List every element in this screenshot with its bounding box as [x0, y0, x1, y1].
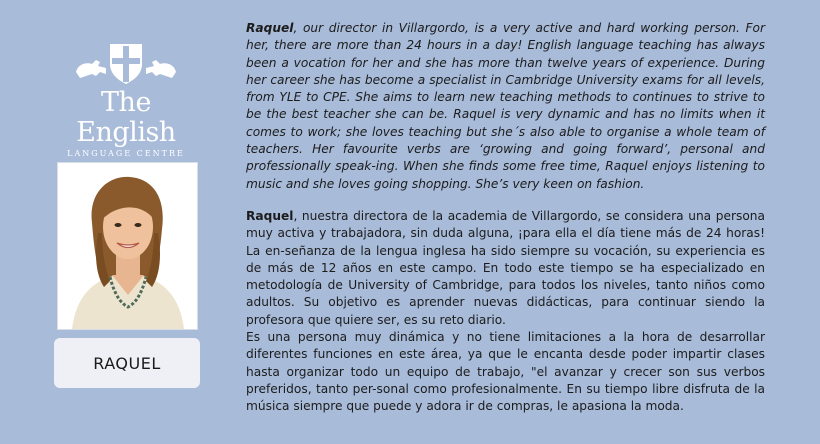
bio-spanish-text-2: Es una persona muy dinámica y no tiene limitaciones a la hora de desarrollar diferentes funciones en este área, ya que le encanta desde poder impartir clases hasta organizar todo un equipo de trabajo, "el avanzar y crecer son sus verbos preferidos, tanto per-sonal como profesionalmente. En su tiempo libre disfruta de la música siempre que puede y adora ir de compras, le apasiona la moda.	[246, 330, 765, 414]
bio-english	[246, 20, 765, 193]
logo-subtitle: LANGUAGE CENTRE	[67, 149, 185, 158]
bio-spanish	[246, 208, 765, 416]
profile-photo	[57, 162, 198, 330]
bio-english-text: , our director in Villargordo, is a very active and hard working person. For her, there are more than 24 hours in a day! English language teaching has always been a vocation for her and she has more than twelve years of experience. During her career she has become a specialist in Cambridge University exams for all levels, from YLE to CPE. She aims to learn new teaching methods to continues to strive to be the best teacher she can be. Raquel is very dynamic and has no limits when it comes to work; she loves teaching but she´s also able to organise a whole team of teachers. Her favourite verbs are ‘growing and going forward’, personal and professionally speak-ing. When she finds some free time, Raquel enjoys listening to music and she loves going shopping. She’s very keen on fashion.	[246, 21, 765, 191]
bio-english-name: Raquel	[246, 21, 294, 35]
crest-icon	[66, 38, 186, 86]
bio-spanish-text: , nuestra directora de la academia de Villargordo, se considera una persona muy activa y trabajadora, sin duda alguna, ¡para ella el día tiene más de 24 horas! La en-señanza de la lengua inglesa ha sido siempre su vocación, su experiencia es de más de 12 años en este campo. En todo este tiempo se ha especializado en metodología de University of Cambridge, para todos los niveles, tanto niños como adultos. Su objetivo es aprender nuevas didácticas, para continuar siendo la profesora que quiere ser, es su reto diario.	[246, 209, 765, 327]
profile-name-label: RAQUEL	[54, 338, 200, 388]
school-logo	[50, 38, 202, 158]
bio-spanish-name: Raquel	[246, 209, 294, 223]
logo-title: The English	[76, 87, 176, 148]
portrait-image	[58, 163, 197, 329]
